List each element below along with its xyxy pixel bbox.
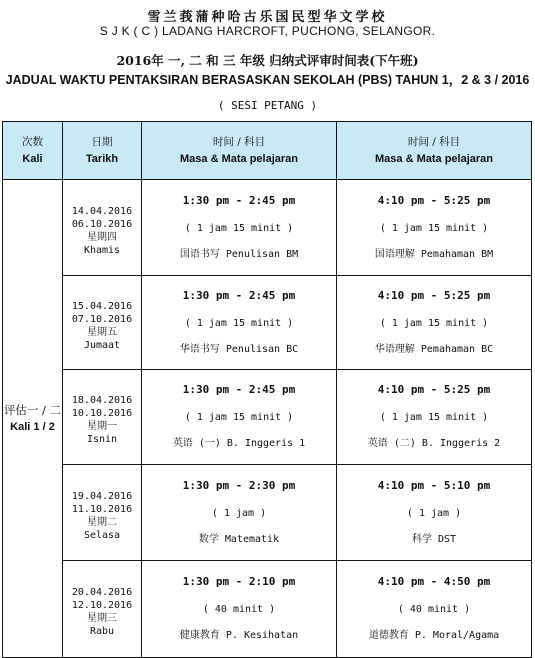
header-masa-2-cn: 时间 / 科目 [407,135,461,148]
day-cn: 星期五 [87,326,117,338]
slot-cell [337,180,532,276]
slot-cell [142,370,337,465]
table-row [3,561,532,658]
date-second: 11.10.2016 [71,503,133,515]
slot-time: 1:30 pm - 2:45 pm [182,383,296,396]
slot-subject: 科学 DST [411,533,457,545]
document-title-chinese: 2016年 一, 二 和 三 年级 归纳式评审时间表(下午班) [116,53,419,68]
slot-subject: 华语理解 Pemahaman BC [374,343,494,355]
slot-time: 1:30 pm - 2:30 pm [182,478,296,492]
school-name-malay: S J K ( C ) LADANG HARCROFT, PUCHONG, SELANGOR. [99,24,436,38]
date-second: 10.10.2016 [71,408,133,419]
date-first: 15.04.2016 [71,300,133,312]
slot-subject: 健康教育 P. Kesihatan [179,630,299,641]
table-row [3,180,532,276]
slot-time: 4:10 pm - 4:50 pm [377,575,491,588]
day-cn: 星期四 [87,231,117,243]
slot-duration: ( 1 jam 15 minit ) [184,412,294,423]
table-row [3,276,532,370]
slot-time: 4:10 pm - 5:25 pm [377,193,491,207]
date-first: 18.04.2016 [71,395,133,406]
slot-subject: 道德教育 P. Moral/Agama [368,630,500,641]
header-kali [3,122,63,180]
session-label: ( SESI PETANG ) [217,99,318,112]
day-my: Jumaat [83,339,121,351]
date-cell [63,276,142,370]
date-second: 12.10.2016 [71,600,133,611]
slot-cell [142,465,337,561]
day-cn: 星期三 [87,613,117,624]
date-cell [63,465,142,561]
slot-cell [142,561,337,658]
kali-label-cn: 评估一 / 二 [3,402,62,417]
slot-subject: 国语书写 Penulisan BM [179,248,299,260]
day-my: Rabu [89,626,115,637]
header-tarikh-cn: 日期 [91,135,113,148]
document-title-malay: JADUAL WAKTU PENTAKSIRAN BERASASKAN SEKOLAH (PBS) TAHUN 1，2 & 3 / 2016 [5,73,530,87]
date-cell [63,561,142,658]
slot-time: 4:10 pm - 5:25 pm [377,383,491,396]
slot-duration: ( 1 jam ) [406,507,462,519]
slot-duration: ( 40 minit ) [397,604,471,615]
table-header-row [3,122,532,180]
slot-duration: ( 1 jam 15 minit ) [184,317,294,329]
header-masa-1 [142,122,337,180]
day-my: Selasa [83,529,121,541]
slot-time: 4:10 pm - 5:10 pm [377,478,491,492]
slot-subject: 英语 (二) B. Inggeris 2 [367,438,501,449]
slot-cell [337,276,532,370]
header-masa-1-cn: 时间 / 科目 [212,135,266,148]
school-name-chinese: 雪兰莪蒲种哈古乐国民型华文学校 [147,10,388,25]
date-second: 07.10.2016 [71,313,133,325]
slot-cell [142,180,337,276]
kali-label-my: Kali 1 / 2 [10,420,55,433]
slot-cell [142,276,337,370]
header-kali-cn: 次数 [22,135,43,148]
slot-duration: ( 1 jam ) [211,507,267,519]
slot-duration: ( 1 jam 15 minit ) [379,222,489,234]
slot-time: 4:10 pm - 5:25 pm [377,288,491,302]
slot-time: 1:30 pm - 2:45 pm [182,288,296,302]
slot-cell [337,561,532,658]
header-tarikh-my: Tarikh [85,152,119,165]
date-first: 20.04.2016 [71,587,133,598]
slot-cell [337,370,532,465]
slot-time: 1:30 pm - 2:10 pm [182,575,296,588]
slot-subject: 华语书写 Penulisan BC [179,343,299,355]
slot-subject: 国语理解 Pemahaman BM [374,248,494,260]
slot-duration: ( 40 minit ) [202,604,276,615]
slot-duration: ( 1 jam 15 minit ) [379,412,489,423]
date-second: 06.10.2016 [71,218,133,230]
header-masa-2 [337,122,532,180]
date-cell [63,370,142,465]
date-first: 14.04.2016 [71,205,133,217]
header-masa-2-my: Masa & Mata pelajaran [375,152,493,165]
kali-cell [3,180,63,658]
table-row [3,370,532,465]
slot-duration: ( 1 jam 15 minit ) [379,317,489,329]
slot-duration: ( 1 jam 15 minit ) [184,222,294,234]
day-my: Khamis [83,244,121,256]
slot-cell [337,465,532,561]
header-kali-my: Kali [22,152,43,165]
header-masa-1-my: Masa & Mata pelajaran [180,152,298,165]
slot-subject: 数学 Matematik [198,533,280,545]
date-first: 19.04.2016 [71,490,133,502]
table-row [3,465,532,561]
exam-timetable [2,121,532,658]
slot-time: 1:30 pm - 2:45 pm [182,193,296,207]
day-cn: 星期一 [87,421,117,432]
day-cn: 星期二 [87,516,117,528]
day-my: Isnin [86,434,118,445]
date-cell [63,180,142,276]
slot-subject: 英语 (一) B. Inggeris 1 [172,438,306,449]
header-tarikh [63,122,142,180]
